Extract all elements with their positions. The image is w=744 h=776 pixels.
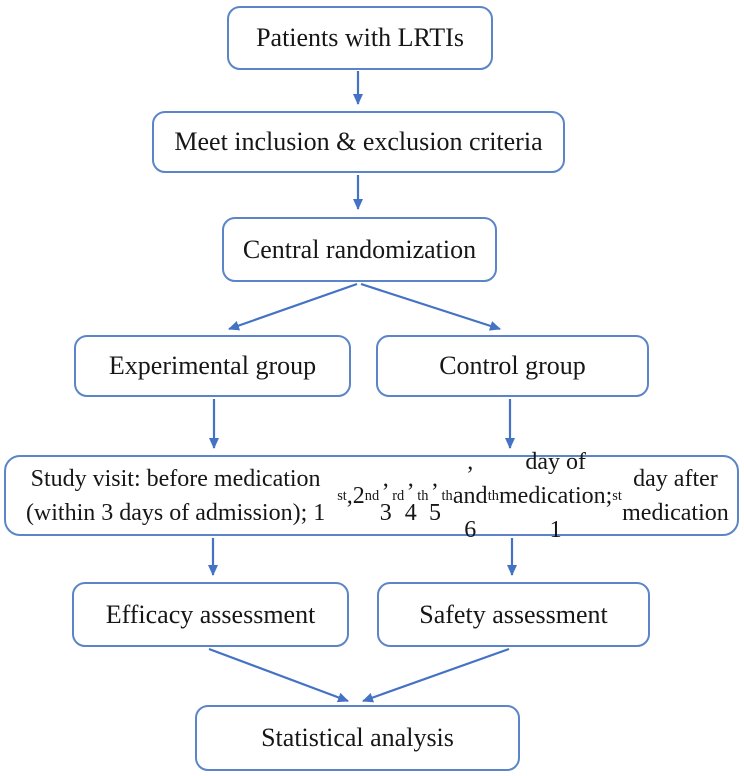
connector-randomization-control	[361, 284, 500, 329]
node-study-visit: Study visit: before medication (within 3 days of admission); 1 st , 2 nd , 3 rd , 4 th , 5 th , and 6 th day of medication; 1 st day after medication	[4, 455, 739, 536]
connector-efficacy-statistical	[209, 649, 348, 701]
connector-randomization-experimental	[229, 284, 357, 329]
node-safety-assessment: Safety assessment	[377, 582, 650, 647]
node-central-randomization: Central randomization	[222, 217, 497, 282]
node-patients-with-lrtis: Patients with LRTIs	[227, 6, 493, 70]
node-inclusion-exclusion: Meet inclusion & exclusion criteria	[152, 111, 565, 173]
node-control-group: Control group	[376, 335, 649, 397]
connector-safety-statistical	[363, 649, 509, 701]
node-statistical-analysis: Statistical analysis	[195, 705, 520, 771]
node-experimental-group: Experimental group	[74, 335, 351, 397]
node-efficacy-assessment: Efficacy assessment	[72, 582, 349, 647]
